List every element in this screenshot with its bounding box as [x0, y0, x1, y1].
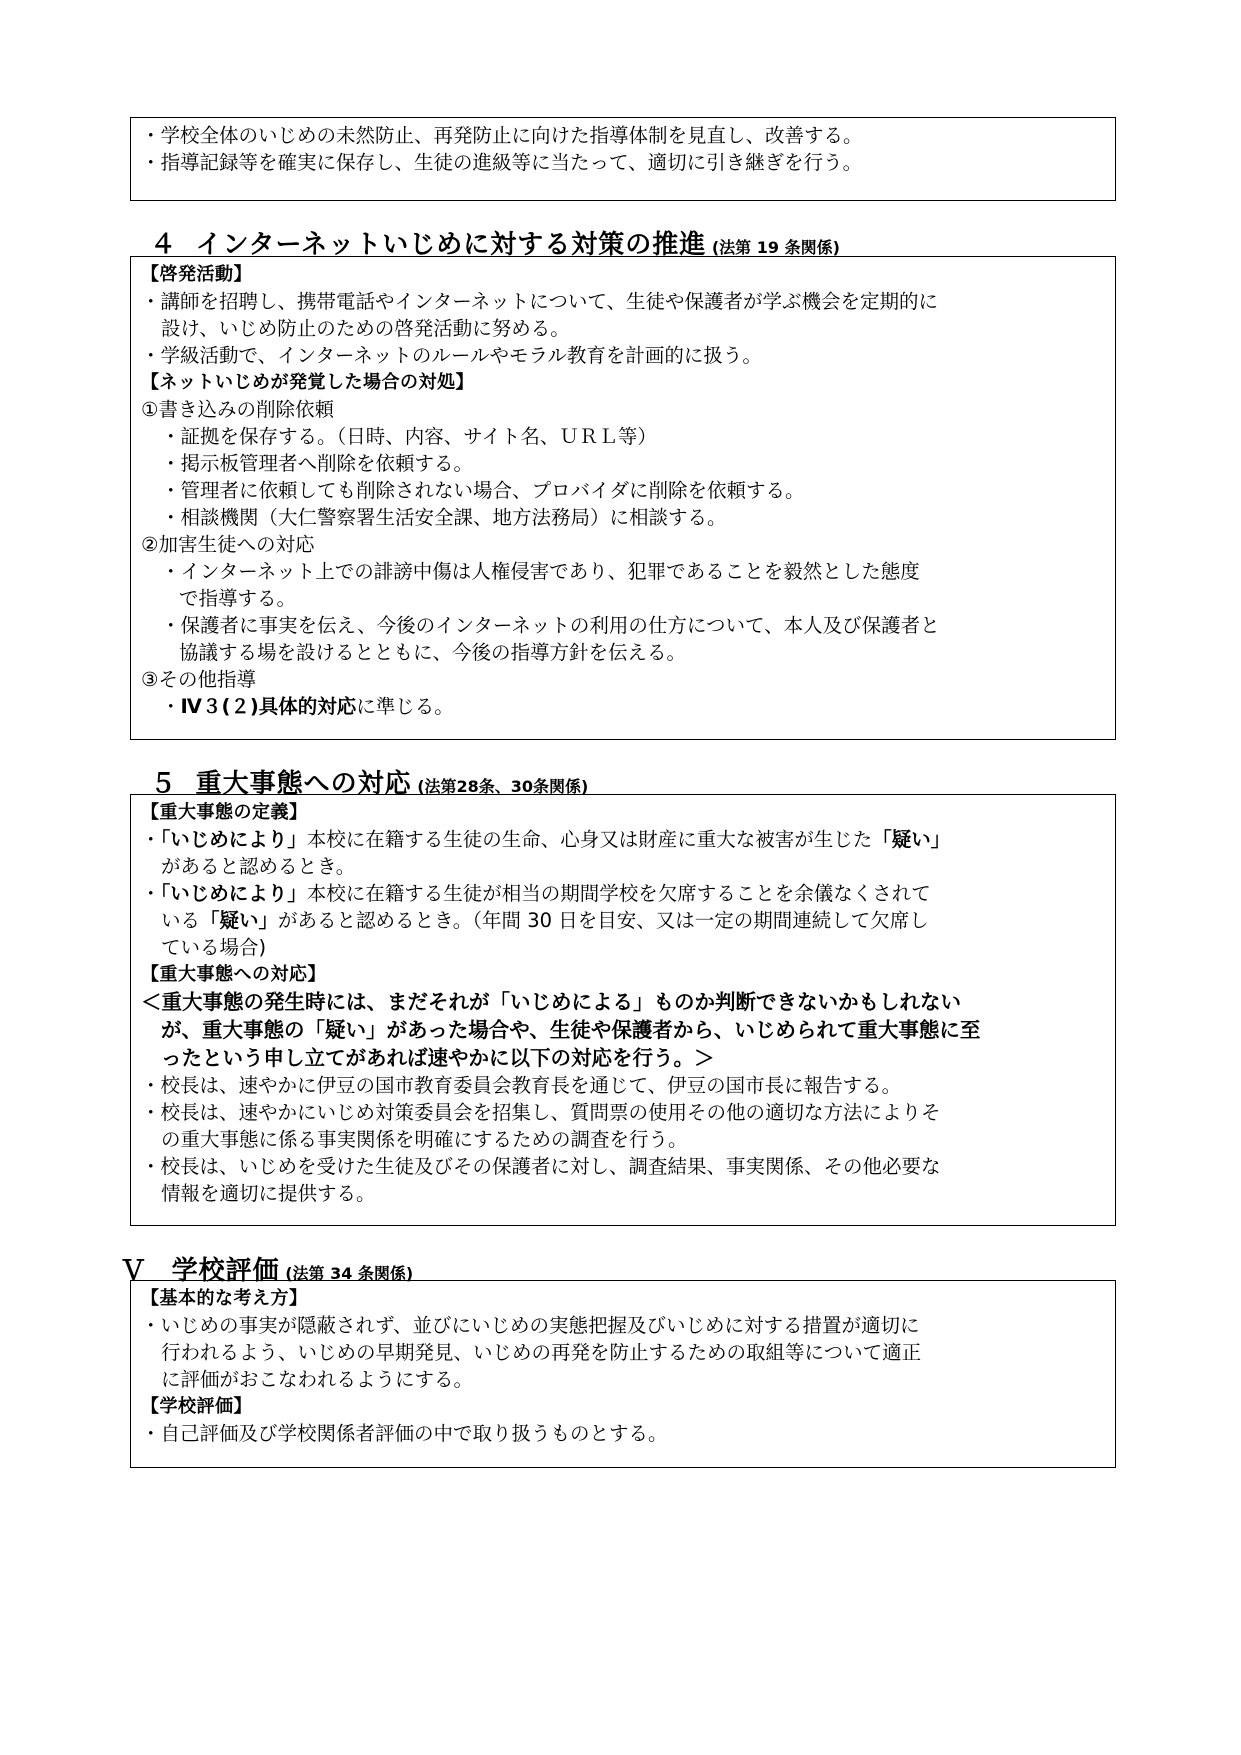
text-line	[141, 693, 1105, 720]
text-line: 設け、いじめ防止のための啓発活動に努める。	[161, 317, 570, 340]
text-line	[141, 826, 1105, 853]
text-line: に評価がおこなわれるようにする。	[161, 1368, 474, 1391]
emphasis: 「疑い」	[200, 909, 279, 932]
label-taisho: 【ネットいじめが発覚した場合の対処】	[141, 372, 474, 393]
text-line: ている場合)	[161, 936, 267, 959]
reference-bold: Ⅳ３(２)具体的対応	[180, 695, 357, 718]
item-title: ①書き込みの削除依頼	[141, 398, 334, 421]
item-title: ②加害生徒への対応	[141, 533, 315, 556]
label-taio: 【重大事態への対応】	[141, 964, 326, 985]
text-line: があると認めるとき。	[161, 855, 356, 878]
emphasis: 「いじめにより」	[160, 828, 307, 851]
text-line: ・掲示板管理者へ削除を依頼する。	[161, 452, 474, 475]
bullet: ・	[141, 828, 161, 851]
notice-line: ったという申し立てがあれば速やかに以下の対応を行う。＞	[161, 1046, 715, 1070]
text-line: ・管理者に依頼しても削除されない場合、プロバイダに削除を依頼する。	[161, 479, 805, 502]
text-line: ・講師を招聘し、携帯電話やインターネットについて、生徒や保護者が学ぶ機会を定期的に	[141, 290, 938, 313]
text-span: 本校に在籍する生徒の生命、心身又は財産に重大な被害が生じた	[306, 828, 873, 851]
emphasis: 「いじめにより」	[160, 882, 307, 905]
law-reference: (法第28条、30条関係)	[417, 777, 589, 796]
text-span: があると認めるとき。（年間 30 日を目安、又は一定の期間連続して欠席し	[278, 909, 929, 932]
law-reference: (法第 19 条関係)	[711, 238, 840, 257]
section-title: 重大事態への対応	[195, 769, 412, 799]
text-line	[141, 880, 1105, 907]
text-suffix: に準じる。	[356, 695, 454, 718]
text-line: の重大事態に係る事実関係を明確にするための調査を行う。	[161, 1128, 688, 1151]
text-line: ・学級活動で、インターネットのルールやモラル教育を計画的に扱う。	[141, 344, 762, 367]
text-line: ・学校全体のいじめの未然防止、再発防止に向けた指導体制を見直し、改善する。	[141, 124, 863, 147]
text-line: 行われるよう、いじめの早期発見、いじめの再発を防止するための取組等について適正	[161, 1341, 922, 1364]
text-line: 協議する場を設けるとともに、今後の指導方針を伝える。	[179, 641, 687, 664]
text-line: ・校長は、いじめを受けた生徒及びその保護者に対し、調査結果、事実関係、その他必要な	[141, 1155, 941, 1178]
notice-line: ＜重大事態の発生時には、まだそれが「いじめによる」ものか判断できないかもしれない	[141, 990, 961, 1014]
text-line: ・証拠を保存する。（日時、内容、サイト名、ＵＲＬ等）	[161, 425, 657, 448]
text-line	[141, 907, 1105, 934]
text-line: ・校長は、速やかに伊豆の国市教育委員会教育長を通じて、伊豆の国市長に報告する。	[141, 1074, 902, 1097]
section-number: ５	[150, 769, 177, 799]
text-line: ・自己評価及び学校関係者評価の中で取り扱うものとする。	[141, 1422, 668, 1445]
text-line: で指導する。	[179, 587, 297, 610]
text-line: ・指導記録等を確実に保存し、生徒の進級等に当たって、適切に引き継ぎを行う。	[141, 151, 863, 174]
section-title: 学校評価	[171, 1256, 280, 1286]
text-span: 本校に在籍する生徒が相当の期間学校を欠席することを余儀なくされて	[306, 882, 931, 905]
label-hyoka: 【学校評価】	[141, 1396, 252, 1417]
section-number: Ｖ	[120, 1256, 147, 1286]
bullet: ・	[141, 882, 161, 905]
text-line: ・保護者に事実を伝え、今後のインターネットの利用の仕方について、本人及び保護者と	[161, 614, 940, 637]
text-line: ・いじめの事実が隠蔽されず、並びにいじめの実態把握及びいじめに対する措置が適切に	[141, 1314, 920, 1337]
box-section-4	[130, 256, 1116, 740]
section-number: ４	[150, 230, 177, 260]
text-line: 情報を適切に提供する。	[161, 1182, 376, 1205]
label-kihon: 【基本的な考え方】	[141, 1288, 308, 1309]
emphasis: 「疑い」	[872, 828, 951, 851]
box-top	[130, 117, 1116, 201]
text-line: ・校長は、速やかにいじめ対策委員会を招集し、質問票の使用その他の適切な方法によりそ	[141, 1101, 941, 1124]
text-line: ・インターネット上での誹謗中傷は人権侵害であり、犯罪であることを毅然とした態度	[161, 560, 920, 583]
label-keihatsu: 【啓発活動】	[141, 264, 252, 285]
bullet: ・	[161, 695, 181, 718]
box-section-5	[130, 794, 1116, 1226]
notice-line: が、重大事態の「疑い」があった場合や、生徒や保護者から、いじめられて重大事態に至	[161, 1018, 981, 1042]
text-span: いる	[161, 909, 201, 932]
box-section-v	[130, 1280, 1116, 1468]
law-reference: (法第 34 条関係)	[285, 1264, 414, 1283]
item-title: ③その他指導	[141, 668, 256, 691]
label-teigi: 【重大事態の定義】	[141, 802, 308, 823]
text-line: ・相談機関（大仁警察署生活安全課、地方法務局）に相談する。	[161, 506, 727, 529]
section-title: インターネットいじめに対する対策の推進	[195, 230, 707, 260]
